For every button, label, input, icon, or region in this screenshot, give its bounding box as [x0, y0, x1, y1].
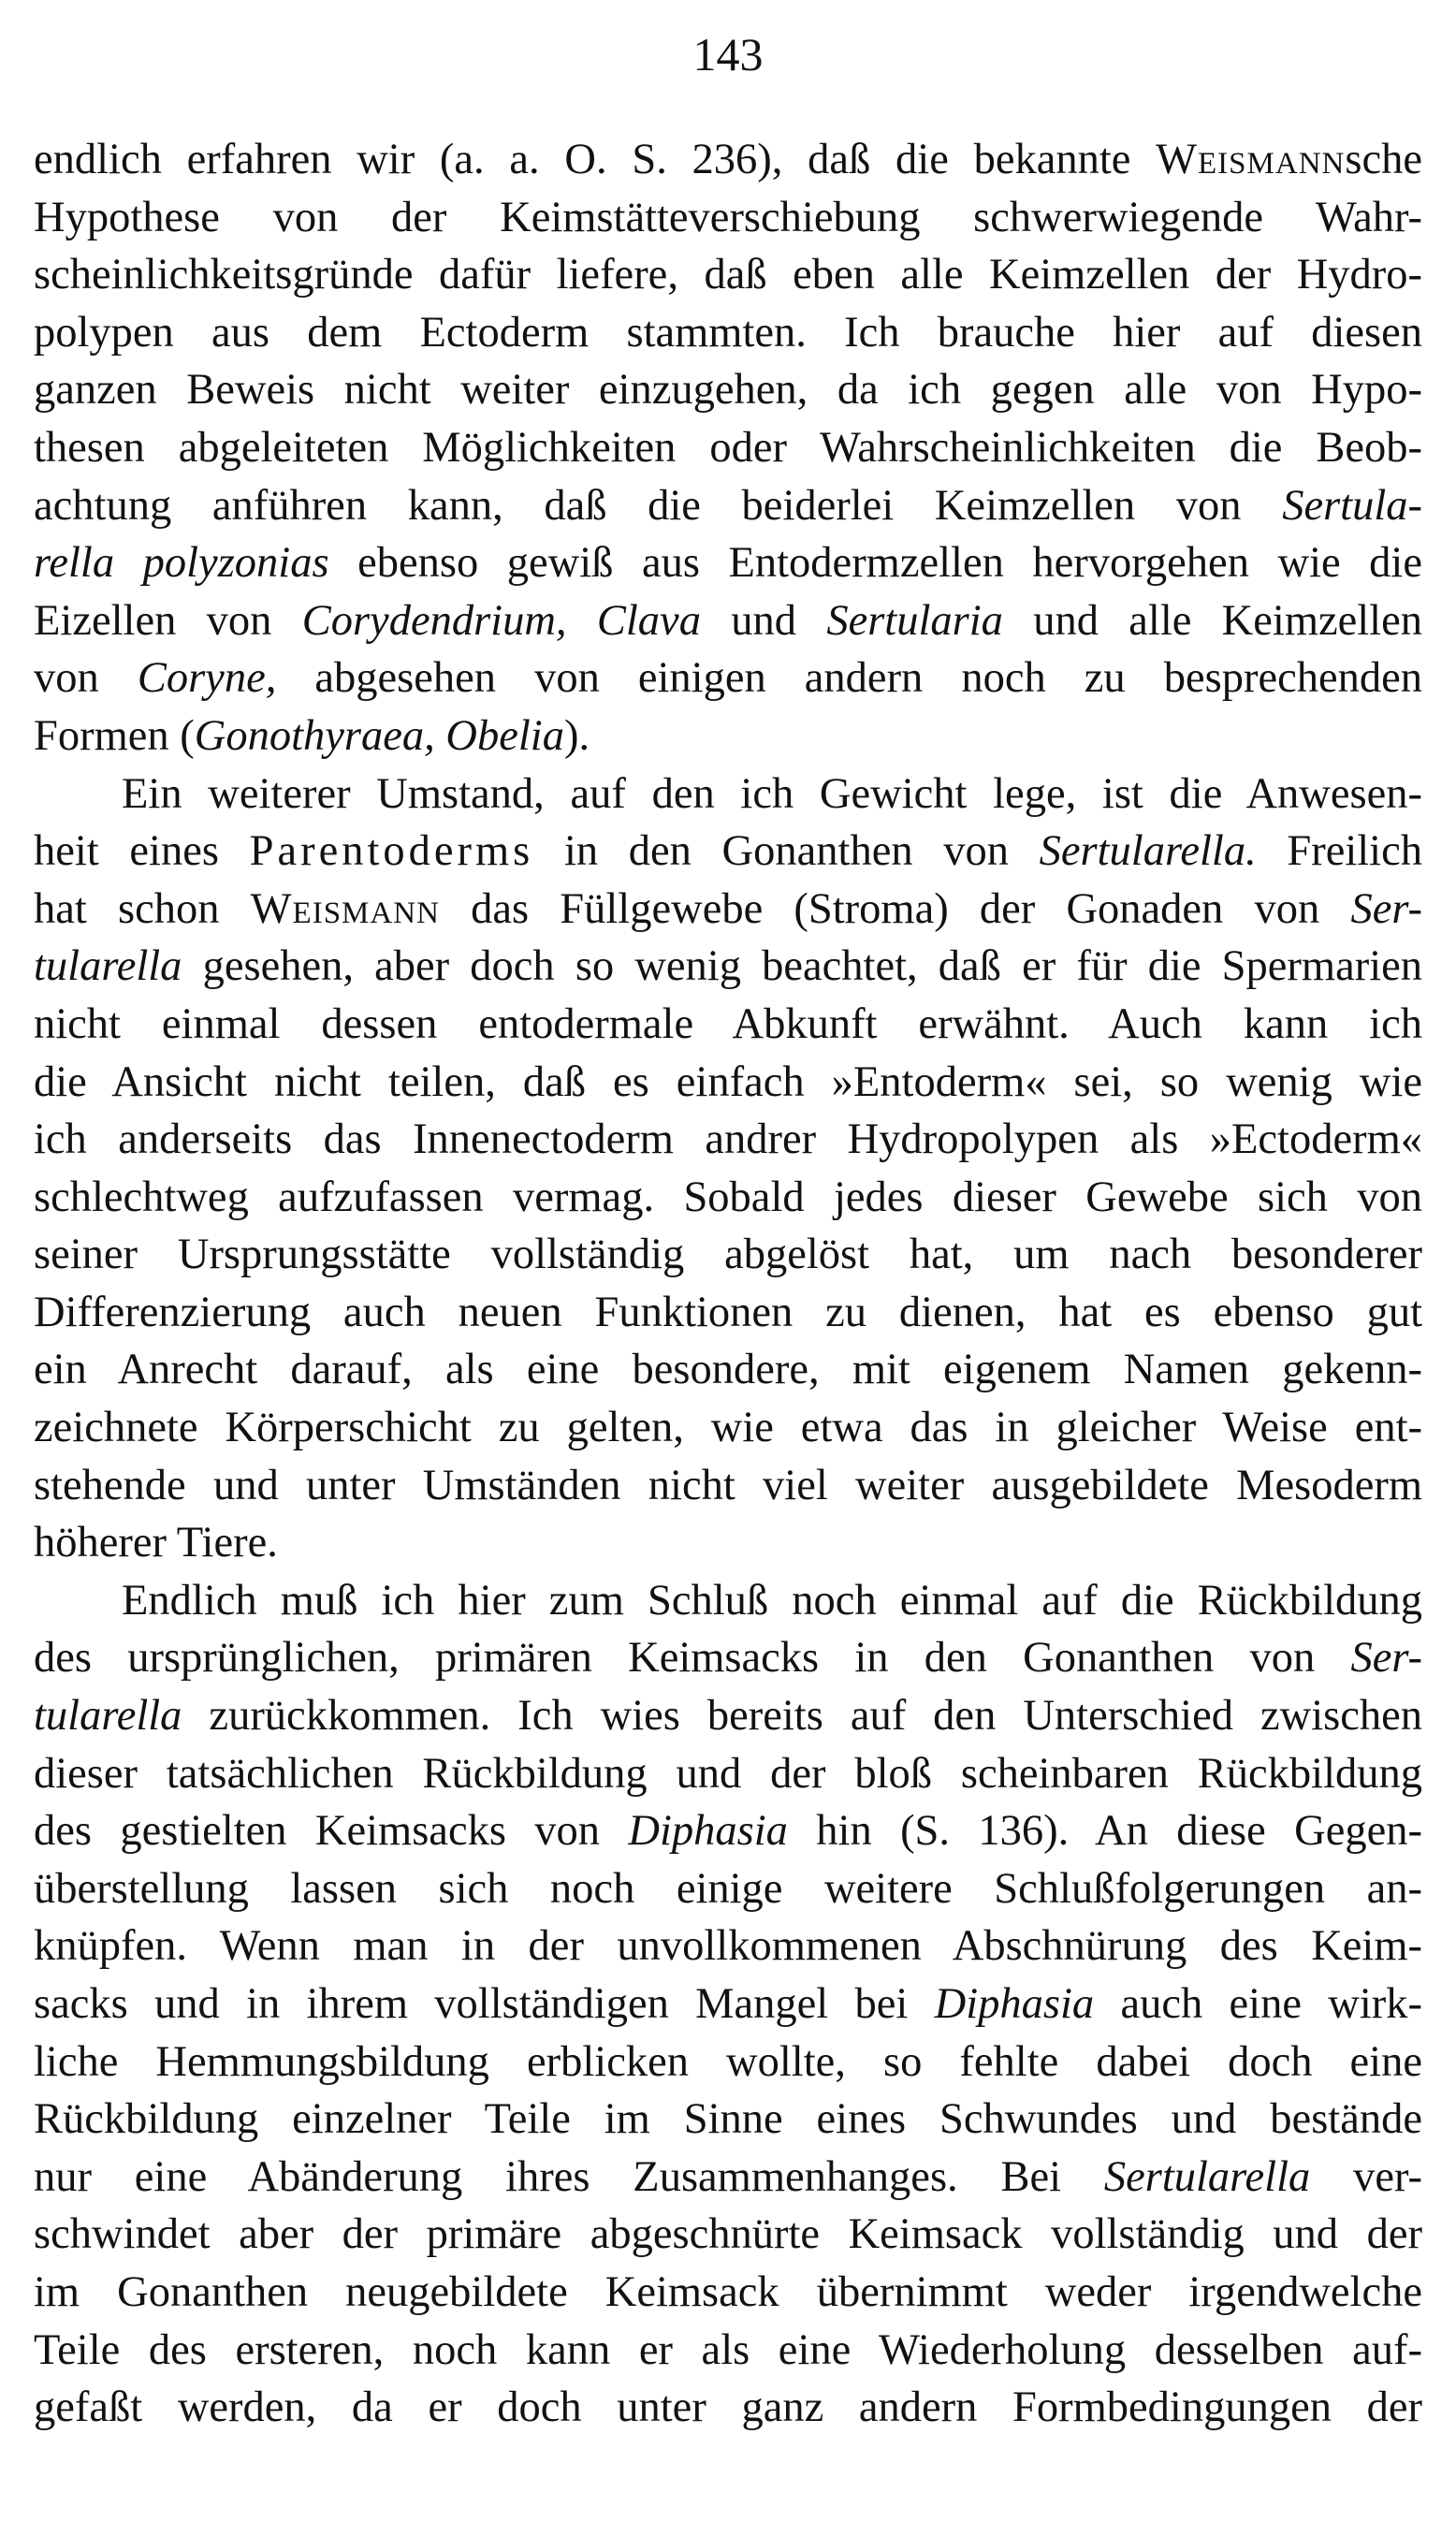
- italic-taxon: Sertularella: [1103, 2152, 1311, 2201]
- text-span: thesen abgeleiteten Möglichkeiten oder Wahrscheinlichkeiten die Beob-: [34, 423, 1422, 472]
- text-span: schlechtweg aufzufassen vermag. Sobald jedes dieser Gewebe sich von: [34, 1173, 1422, 1221]
- text-line: [34, 2033, 1422, 2091]
- text-span: heit eines: [34, 827, 250, 876]
- text-line: [34, 2149, 1422, 2207]
- text-span: in den Gonanthen von: [533, 827, 1040, 876]
- page-number: 143: [692, 28, 764, 80]
- text-line: [34, 246, 1422, 304]
- text-line: [34, 1745, 1422, 1803]
- text-span: überstellung lassen sich noch einige weitere Schlußfolgerungen an-: [34, 1864, 1422, 1913]
- text-span: schwindet aber der primäre abgeschnürte Keimsack vollständig und der: [34, 2210, 1422, 2259]
- text-line: [34, 1054, 1422, 1112]
- text-line: [34, 1284, 1422, 1342]
- text-span: gefaßt werden, da er doch unter ganz andern Formbedingungen der: [34, 2383, 1422, 2432]
- text-span: liche Hemmungsbildung erblicken wollte, so fehlte dabei doch eine: [34, 2037, 1422, 2086]
- italic-taxon: Diphasia: [628, 1807, 788, 1856]
- text-span: hin (S. 136). An diese Gegen-: [787, 1807, 1422, 1856]
- spaced-term: Parentoderms: [249, 827, 534, 876]
- text-line: [34, 1341, 1422, 1399]
- text-line: [34, 304, 1422, 362]
- text-line: [34, 823, 1422, 881]
- text-line: [34, 1514, 1422, 1572]
- text-span: und: [700, 596, 827, 645]
- text-line: [34, 592, 1422, 650]
- text-line: [34, 881, 1422, 939]
- text-line: [34, 1399, 1422, 1457]
- author-name: Weismann: [250, 884, 440, 933]
- text-line: [34, 2264, 1422, 2322]
- text-line: [34, 2379, 1422, 2437]
- italic-taxon: tularella: [34, 1692, 182, 1741]
- text-span: Eizellen von: [34, 596, 302, 645]
- text-line: [34, 1111, 1422, 1169]
- text-span: des ursprünglichen, primären Keimsacks in den Gonanthen von: [34, 1634, 1351, 1683]
- text-span: nicht einmal dessen entodermale Abkunft erwähnt. Auch kann ich: [34, 999, 1422, 1048]
- text-span: seiner Ursprungsstätte vollständig abgelöst hat, um nach besonderer: [34, 1231, 1422, 1279]
- text-span: von: [34, 654, 138, 703]
- italic-taxon: Sertula-: [1282, 481, 1422, 530]
- italic-taxon: Clava: [596, 596, 701, 645]
- italic-taxon: Ser-: [1350, 884, 1422, 933]
- text-span: die Ansicht nicht teilen, daß es einfach »Entoderm« sei, so wenig wie: [34, 1057, 1422, 1106]
- text-span: höherer Tiere.: [34, 1519, 278, 1567]
- italic-taxon: Gonothyraea,: [194, 711, 435, 760]
- italic-taxon: Diphasia: [934, 1980, 1095, 2028]
- text-line: [34, 1802, 1422, 1860]
- text-span: Teile des ersteren, noch kann er als eine Wiederholung desselben auf-: [34, 2325, 1422, 2374]
- italic-taxon: Corydendrium,: [301, 596, 567, 645]
- text-line: [34, 361, 1422, 419]
- text-span: Hypothese von der Keimstätteverschiebung schwerwiegende Wahr-: [34, 193, 1422, 241]
- text-line: [34, 419, 1422, 477]
- text-span: Endlich muß ich hier zum Schluß noch einmal auf die Rückbildung: [122, 1576, 1422, 1625]
- text-line: [34, 2091, 1422, 2149]
- text-span: endlich erfahren wir (a. a. O. S. 236), daß die bekannte: [34, 136, 1157, 183]
- text-line: [34, 707, 1422, 765]
- text-span: knüpfen. Wenn man in der unvollkommenen Abschnürung des Keim-: [34, 1922, 1422, 1971]
- author-name: Weismann: [1156, 136, 1346, 183]
- text-span: auch eine wirk-: [1094, 1980, 1422, 2028]
- italic-taxon: Sertularella.: [1039, 827, 1257, 876]
- text-span: achtung anführen kann, daß die beiderlei Keimzellen von: [34, 481, 1283, 530]
- text-span: das Füllgewebe (Stroma) der Gonaden von: [439, 884, 1351, 933]
- italic-taxon: rella polyzonias: [34, 539, 329, 588]
- text-line: [34, 2206, 1422, 2264]
- text-span: stehende und unter Umständen nicht viel weiter ausgebildete Mesoderm: [34, 1461, 1422, 1509]
- text-span: ich anderseits das Innenectoderm andrer Hydropolypen als »Ectoderm«: [34, 1115, 1422, 1164]
- text-line: [34, 996, 1422, 1054]
- text-span: ein Anrecht darauf, als eine besondere, mit eigenem Namen gekenn-: [34, 1346, 1422, 1394]
- text-line: [34, 1860, 1422, 1918]
- text-span: hat schon: [34, 884, 251, 933]
- text-span: Ein weiterer Umstand, auf den ich Gewicht lege, ist die Anwesen-: [122, 769, 1422, 818]
- text-line: [34, 189, 1422, 247]
- text-span: Freilich: [1256, 827, 1422, 876]
- text-line: [34, 1572, 1422, 1630]
- text-span: ganzen Beweis nicht weiter einzugehen, da ich gegen alle von Hypo-: [34, 366, 1422, 415]
- text-span: polypen aus dem Ectoderm stammten. Ich brauche hier auf diesen: [34, 308, 1422, 357]
- text-span: ebenso gewiß aus Entodermzellen hervorgehen wie die: [328, 539, 1422, 588]
- text-span: im Gonanthen neugebildete Keimsack übernimmt weder irgendwelche: [34, 2267, 1422, 2316]
- text-line: [34, 1457, 1422, 1515]
- text-span: sche: [1345, 136, 1422, 183]
- text-span: Differenzierung auch neuen Funktionen zu dienen, hat es ebenso gut: [34, 1288, 1422, 1336]
- text-line: [34, 131, 1422, 189]
- text-span: zurückkommen. Ich wies bereits auf den Unterschied zwischen: [182, 1692, 1422, 1741]
- text-line: [34, 1169, 1422, 1227]
- text-span: Rückbildung einzelner Teile im Sinne eines Schwundes und bestände: [34, 2095, 1422, 2144]
- text-line: [34, 2322, 1422, 2380]
- italic-taxon: Obelia: [445, 711, 564, 760]
- text-line: [34, 649, 1422, 707]
- text-span: nur eine Abänderung ihres Zusammenhanges. Bei: [34, 2152, 1104, 2201]
- text-span: ver-: [1310, 2152, 1422, 2201]
- text-line: [34, 765, 1422, 823]
- text-span: und alle Keimzellen: [1002, 596, 1422, 645]
- text-span: scheinlichkeitsgründe dafür liefere, daß eben alle Keimzellen der Hydro-: [34, 251, 1422, 299]
- text-line: [34, 1687, 1422, 1745]
- italic-taxon: tularella: [34, 942, 182, 991]
- text-span: abgesehen von einigen andern noch zu besprechenden: [276, 654, 1423, 703]
- text-line: [34, 1975, 1422, 2033]
- text-span: [567, 597, 597, 645]
- text-line: [34, 1629, 1422, 1687]
- text-line: [34, 1917, 1422, 1975]
- text-line: [34, 1226, 1422, 1284]
- text-span: sacks und in ihrem vollständigen Mangel bei: [34, 1980, 935, 2028]
- text-span: ).: [563, 711, 590, 760]
- text-span: zeichnete Körperschicht zu gelten, wie etwa das in gleicher Weise ent-: [34, 1404, 1422, 1452]
- text-span: dieser tatsächlichen Rückbildung und der bloß scheinbaren Rückbildung: [34, 1749, 1422, 1798]
- italic-taxon: Ser-: [1350, 1634, 1422, 1683]
- text-span: [435, 712, 446, 760]
- text-line: [34, 477, 1422, 535]
- text-span: gesehen, aber doch so wenig beachtet, daß er für die Spermarien: [182, 942, 1422, 991]
- italic-taxon: Sertularia: [826, 596, 1003, 645]
- text-line: [34, 534, 1422, 592]
- text-span: des gestielten Keimsacks von: [34, 1807, 629, 1856]
- text-line: [34, 938, 1422, 996]
- text-span: Formen (: [34, 711, 195, 760]
- body-text: [34, 131, 1422, 2437]
- italic-taxon: Coryne,: [137, 654, 277, 703]
